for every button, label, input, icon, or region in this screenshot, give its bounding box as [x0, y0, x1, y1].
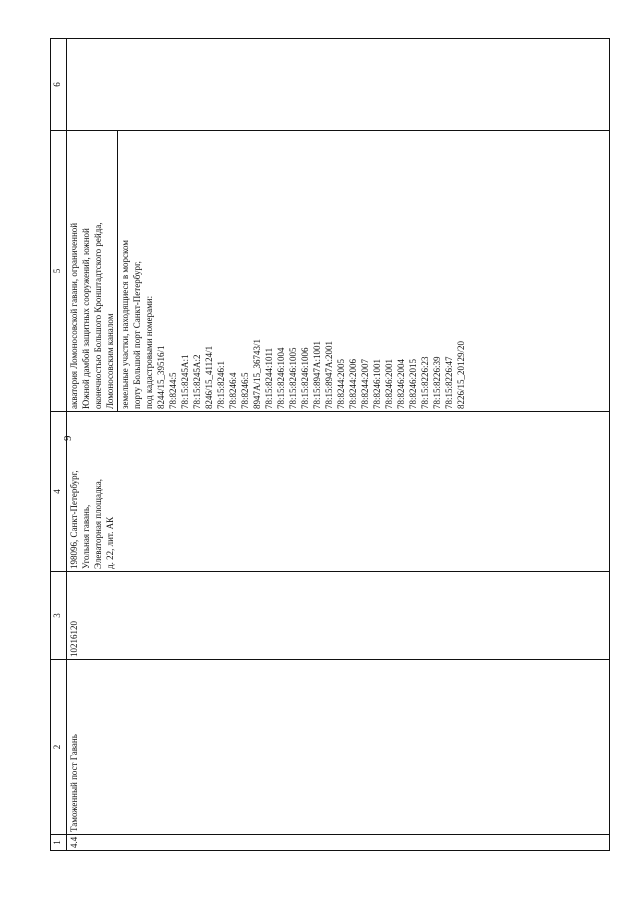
cadastral-number: 78:8246:2004 — [396, 358, 406, 409]
cadastral-number: 78:8246:1001 — [372, 358, 382, 409]
cadastral-number: 78:15:8226:47 — [444, 356, 454, 409]
cadastral-number: 78:15:8226:23 — [420, 356, 430, 409]
cadastral-number: 78:15:8245А:2 — [192, 354, 202, 409]
cadastral-number: 8947А/15_36743/1 — [252, 338, 262, 409]
zone-description-cell — [67, 131, 610, 412]
zone-line: акватория Ломоносовской гавани, ограниченной — [69, 222, 79, 409]
cadastral-number: 78:8246:5 — [240, 372, 250, 409]
land-intro-line: под кадастровыми номерами: — [144, 295, 154, 409]
customs-code-cell: 10216120 — [67, 572, 610, 660]
address-line: Элеваторная площадка, — [93, 478, 103, 569]
land-intro-line: порту Большой порт Санкт-Петербург, — [132, 261, 142, 409]
address-line: д. 22, лит. АК — [105, 516, 115, 569]
cadastral-number: 78:8244:5 — [168, 372, 178, 409]
cadastral-number: 78:8246:2015 — [408, 358, 418, 409]
address-line: 198096, Санкт-Петербург, — [69, 470, 79, 569]
zone-line: Ломоносовским каналом — [105, 313, 115, 409]
row-number-cell: 4.4 — [67, 835, 610, 851]
column-number-6: 6 — [51, 39, 67, 131]
cadastral-number: 8244/15_39516/1 — [156, 345, 166, 409]
customs-post-name-cell: Таможенный пост Гавань — [67, 660, 610, 835]
cadastral-number: 8226/15_20129/20 — [456, 340, 466, 409]
cadastral-number: 8246/15_41124/1 — [204, 345, 214, 409]
column-number-2: 2 — [51, 660, 67, 835]
cadastral-number: 78:8246:4 — [228, 372, 238, 409]
cadastral-number: 78:15:8246:1004 — [276, 347, 286, 409]
zone-line: оконечностью Большого Кронштадтского рейда, — [93, 222, 103, 409]
column-number-3: 3 — [51, 572, 67, 660]
cadastral-number: 78:15:8246:1005 — [288, 347, 298, 409]
column-number-row — [51, 39, 67, 851]
column-number-5: 5 — [51, 131, 67, 412]
page-number: 9 — [62, 435, 74, 441]
land-plots-description — [117, 131, 468, 411]
cadastral-number: 78:15:8947А:1001 — [312, 340, 322, 409]
column-number-1: 1 — [51, 835, 67, 851]
column-number-4: 4 — [51, 412, 67, 572]
zone-line: Южной дамбой защитных сооружений, южной — [81, 228, 91, 409]
cadastral-number: 78:15:8244:1011 — [264, 347, 274, 409]
customs-zones-table — [50, 38, 610, 851]
water-area-description — [67, 131, 117, 411]
cadastral-number: 78:8244:2007 — [360, 358, 370, 409]
land-intro-line: земельные участки, находящиеся в морском — [120, 240, 130, 409]
cadastral-number: 78:15:8226:39 — [432, 356, 442, 409]
table-row — [67, 39, 610, 851]
address-cell — [67, 412, 610, 572]
cadastral-number: 78:8244:2005 — [336, 358, 346, 409]
cadastral-number: 78:8244:2006 — [348, 358, 358, 409]
cadastral-number: 78:15:8245А:1 — [180, 354, 190, 409]
column-6-cell — [67, 39, 610, 131]
cadastral-number: 78:15:8246:1006 — [300, 347, 310, 409]
cadastral-number: 78:15:8947А:2001 — [324, 340, 334, 409]
cadastral-number-list — [155, 133, 467, 409]
address-line: Угольная гавань, — [81, 504, 91, 569]
cadastral-number: 78:8246:2001 — [384, 358, 394, 409]
cadastral-number: 78:15:8246:1 — [216, 360, 226, 409]
rotated-table-wrapper — [50, 39, 610, 851]
